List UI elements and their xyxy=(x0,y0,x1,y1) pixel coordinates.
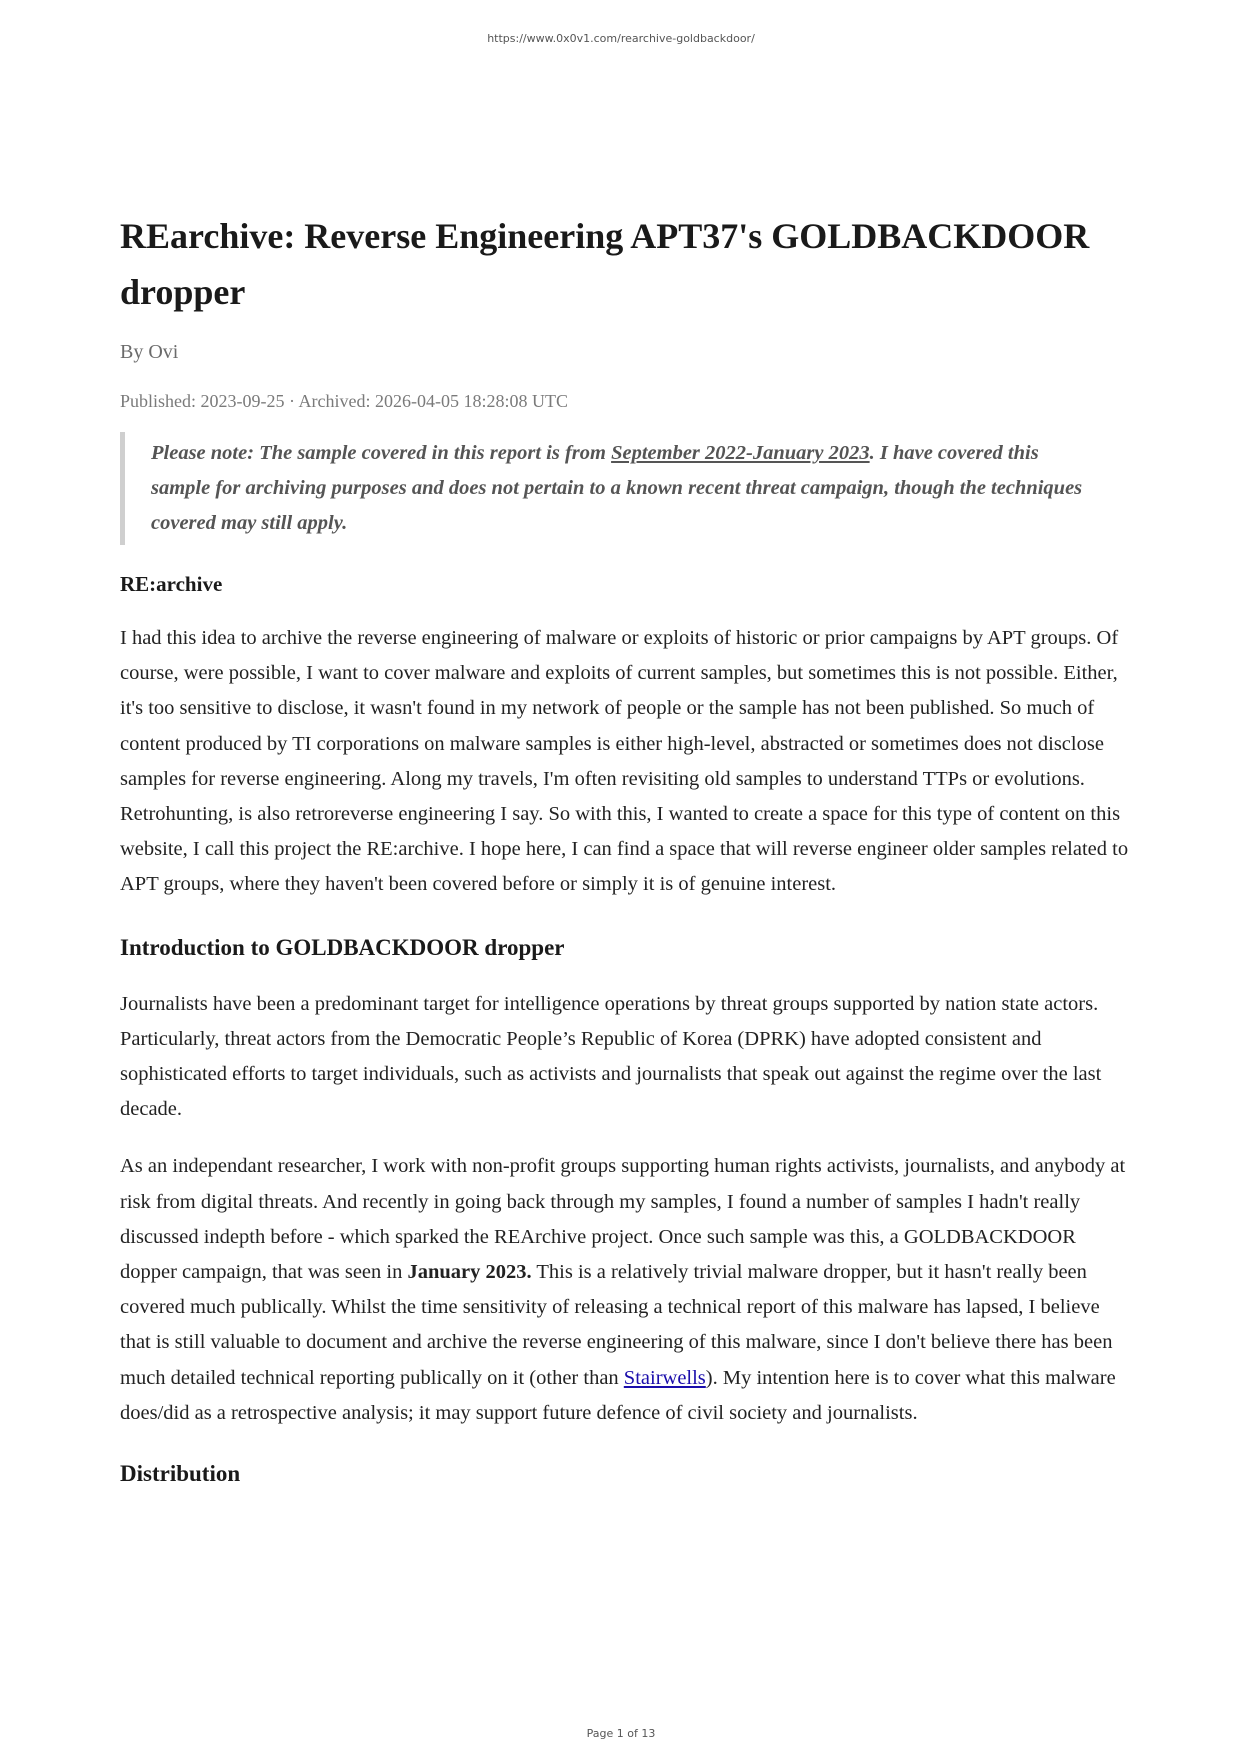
note-date-link[interactable]: September 2022-January 2023 xyxy=(611,442,870,464)
intro-p2-date-bold: January 2023. xyxy=(407,1261,532,1284)
intro-p2-text-b: This is a relatively trivial malware dropper, but it hasn't really been covered much publically. Whilst the time sensitivity of releasing a technical report of this malware has lapsed, I believe that is still valuable to document and archive the reverse engineering of this malware, since I don't believe there has been much detailed technical reporting publically on it (other than xyxy=(120,1261,1113,1389)
page-url-header: https://www.0x0v1.com/rearchive-goldbackdoor/ xyxy=(487,32,755,45)
note-text-before: Please note: The sample covered in this report is from xyxy=(151,442,612,464)
distribution-heading: Distribution xyxy=(120,1461,241,1487)
page-number-footer: Page 1 of 13 xyxy=(586,1727,656,1740)
intro-paragraph-2 xyxy=(120,1149,1135,1431)
article xyxy=(120,208,1135,1491)
intro-heading: Introduction to GOLDBACKDOOR dropper xyxy=(120,934,565,960)
rearchive-heading: RE:archive xyxy=(120,572,223,596)
stairwells-link[interactable]: Stairwells xyxy=(623,1366,706,1389)
intro-p2-text-c: ). My intention here is to cover what this malware does/did as a retrospective analysis; it may support future defence of civil society and journalists. xyxy=(120,1366,1116,1424)
sample-note-blockquote xyxy=(120,432,1135,545)
intro-paragraph-1: Journalists have been a predominant target for intelligence operations by threat groups supported by nation state actors. Particularly, threat actors from the Democratic People’s Republic of Korea (DPRK) have adopted consistent and sophisticated efforts to target individuals, such as activists and journalists that speak out against the regime over the last decade. xyxy=(120,992,1102,1121)
rearchive-paragraph: I had this idea to archive the reverse engineering of malware or exploits of historic or prior campaigns by APT groups. Of course, were possible, I want to cover malware and exploits of current samples, but sometimes this is not possible. Either, it's too sensitive to disclose, it wasn't found in my network of people or the sample has not been published. So much of content produced by TI corporations on malware samples is either high-level, abstracted or sometimes does not disclose samples for reverse engineering. Along my travels, I'm often revisiting old samples to understand TTPs or evolutions. Retrohunting, is also retroreverse engineering I say. So with this, I wanted to create a space for this type of content on this website, I call this project the RE:archive. I hope here, I can find a space that will reverse engineer older samples related to APT groups, where they haven't been covered before or simply it is of genuine interest. xyxy=(120,627,1129,896)
intro-p2-text-a: As an independant researcher, I work with non-profit groups supporting human rights activists, journalists, and anybody at risk from digital threats. And recently in going back through my samples, I found a number of samples I hadn't really discussed indepth before - which sparked the REArchive project. Once such sample was this, a GOLDBACKDOOR dopper campaign, that was seen in xyxy=(120,1155,1126,1284)
article-title: REarchive: Reverse Engineering APT37's GOLDBACKDOOR dropper xyxy=(120,216,1090,312)
article-meta: Published: 2023-09-25 · Archived: 2026-04-05 18:28:08 UTC xyxy=(120,391,568,411)
note-text-after: . I have covered this sample for archiving purposes and does not pertain to a known recent threat campaign, though the techniques covered may still apply. xyxy=(151,442,1083,534)
article-byline: By Ovi xyxy=(120,341,179,363)
